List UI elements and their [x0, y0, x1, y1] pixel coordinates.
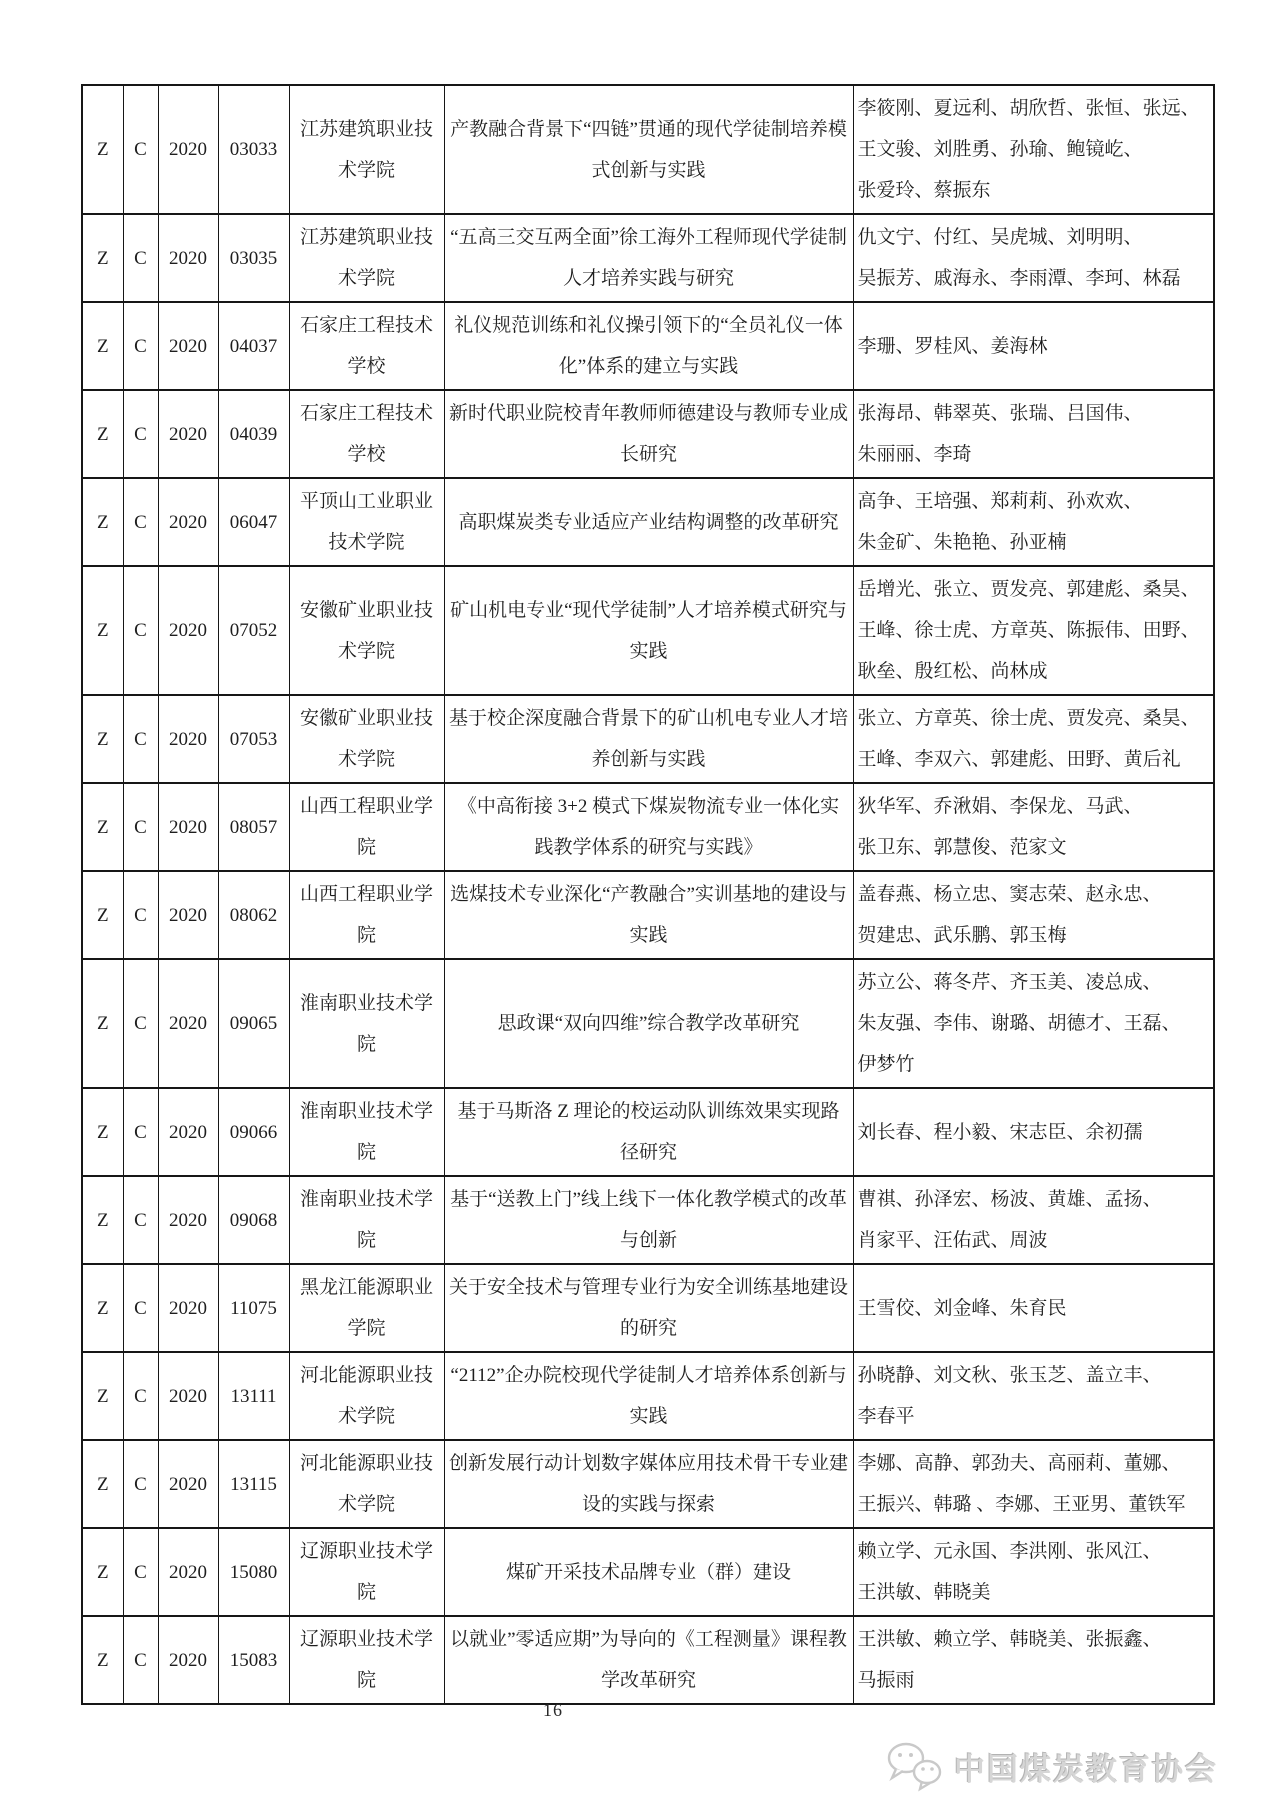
participants-cell [853, 85, 1214, 214]
participant-name: 高丽莉、 [1047, 1453, 1124, 1474]
project-code-cell: 15083 [218, 1616, 289, 1704]
participant-name: 胡欣哲、 [1009, 98, 1086, 119]
participant-name: 徐士虎、 [914, 620, 991, 641]
participant-name: 李保龙、 [1009, 796, 1086, 817]
participant-name: 王雪佼、 [857, 1297, 934, 1319]
category-code-cell: C [123, 85, 158, 214]
participant-name: 李娜、 [995, 1494, 1053, 1515]
participant-name: 李珂、 [1085, 268, 1143, 289]
participant-name: 盖立丰、 [1085, 1365, 1162, 1386]
participant-name: 付红、 [933, 227, 991, 248]
participant-name: 汪佑武、 [933, 1230, 1010, 1251]
type-code-cell: Z [82, 871, 123, 959]
participant-name: 孙泽宏、 [914, 1189, 991, 1210]
page-number: 16 [543, 1700, 563, 1720]
year-cell: 2020 [158, 1440, 218, 1528]
participant-name: 韩晓美、 [1009, 1629, 1086, 1650]
participants-cell [853, 1264, 1214, 1352]
project-title-cell: 基于“送教上门”线上线下一体化教学模式的改革与创新 [444, 1176, 853, 1264]
participant-name: 曹祺、 [857, 1189, 915, 1210]
participant-name: 孙瑜、 [1009, 139, 1067, 160]
category-code-cell: C [123, 783, 158, 871]
project-title-cell: 新时代职业院校青年教师师德建设与教师专业成长研究 [444, 390, 853, 478]
projects-table [81, 84, 1215, 1705]
category-code-cell: C [123, 871, 158, 959]
project-code-cell: 04039 [218, 390, 289, 478]
participant-name: 武乐鹏、 [933, 925, 1010, 946]
participant-name: 董娜、 [1123, 1453, 1181, 1474]
category-code-cell: C [123, 390, 158, 478]
project-title-cell: 《中高衔接 3+2 模式下煤炭物流专业一体化实践教学体系的研究与实践》 [444, 783, 853, 871]
participant-name: 朱金矿、 [857, 532, 934, 553]
project-code-cell: 08057 [218, 783, 289, 871]
participant-name: 李琦 [933, 444, 972, 465]
participant-name: 仇文宁、 [857, 227, 934, 248]
year-cell: 2020 [158, 1176, 218, 1264]
participant-name: 吴虎城、 [990, 227, 1067, 248]
category-code-cell: C [123, 1264, 158, 1352]
participant-name: 郭建彪、 [990, 749, 1067, 770]
year-cell: 2020 [158, 390, 218, 478]
participant-name: 蒋冬芹、 [933, 972, 1010, 993]
participants-cell [853, 302, 1214, 390]
project-title-cell: 产教融合背景下“四链”贯通的现代学徒制培养模式创新与实践 [444, 85, 853, 214]
table-row [82, 783, 1214, 871]
year-cell: 2020 [158, 1088, 218, 1176]
table-row [82, 1264, 1214, 1352]
participant-name: 吴振芳、 [857, 268, 934, 289]
participants-cell [853, 1440, 1214, 1528]
category-code-cell: C [123, 1088, 158, 1176]
category-code-cell: C [123, 1176, 158, 1264]
participant-name: 戚海永、 [933, 268, 1010, 289]
institution-cell: 黑龙江能源职业学院 [289, 1264, 444, 1352]
participant-name: 姜海林 [990, 335, 1048, 357]
participants-cell [853, 1352, 1214, 1440]
project-title-cell: 创新发展行动计划数字媒体应用技术骨干专业建设的实践与探索 [444, 1440, 853, 1528]
participant-name: 范家文 [1009, 837, 1067, 858]
participant-name: 朱丽丽、 [857, 444, 934, 465]
participant-name: 方章英、 [990, 620, 1067, 641]
participant-name: 王培强、 [914, 491, 991, 512]
type-code-cell: Z [82, 214, 123, 302]
year-cell: 2020 [158, 871, 218, 959]
participant-name: 赖立学、 [933, 1629, 1010, 1650]
participant-name: 罗桂风、 [914, 335, 991, 357]
participants-cell [853, 959, 1214, 1088]
participant-name: 耿垒、 [857, 661, 915, 682]
participant-name: 贾发亮、 [990, 579, 1067, 600]
participant-name: 程小毅、 [933, 1121, 1010, 1143]
participant-name: 林磊 [1142, 268, 1181, 289]
table-row [82, 959, 1214, 1088]
type-code-cell: Z [82, 695, 123, 783]
type-code-cell: Z [82, 390, 123, 478]
participant-name: 王磊、 [1123, 1013, 1181, 1034]
participant-name: 王亚男、 [1052, 1494, 1129, 1515]
participant-name: 郭建彪、 [1066, 579, 1143, 600]
type-code-cell: Z [82, 1528, 123, 1616]
participant-name: 苏立公、 [857, 972, 934, 993]
participant-name: 赵永忠、 [1085, 884, 1162, 905]
category-code-cell: C [123, 1440, 158, 1528]
year-cell: 2020 [158, 1352, 218, 1440]
participant-name: 韩璐 、 [933, 1494, 996, 1515]
participant-name: 刘明明、 [1066, 227, 1143, 248]
project-code-cell: 13115 [218, 1440, 289, 1528]
participant-name: 夏远利、 [933, 98, 1010, 119]
participant-name: 田野、 [1066, 749, 1124, 770]
wechat-bubbles-icon [884, 1740, 946, 1792]
projects-table-body [82, 85, 1214, 1704]
participant-name: 尚林成 [990, 661, 1048, 682]
participant-name: 赖立学、 [857, 1541, 934, 1562]
type-code-cell: Z [82, 959, 123, 1088]
category-code-cell: C [123, 1616, 158, 1704]
institution-cell: 辽源职业技术学院 [289, 1616, 444, 1704]
category-code-cell: C [123, 959, 158, 1088]
project-title-cell: 煤矿开采技术品牌专业（群）建设 [444, 1528, 853, 1616]
participant-name: 张爱玲、 [857, 180, 934, 201]
participants-cell [853, 478, 1214, 566]
participant-name: 张海昂、 [857, 403, 934, 424]
participant-name: 李筱刚、 [857, 98, 934, 119]
participant-name: 孙晓静、 [857, 1365, 934, 1386]
project-code-cell: 15080 [218, 1528, 289, 1616]
participant-name: 贺建忠、 [857, 925, 934, 946]
participant-name: 李娜、 [857, 1453, 915, 1474]
participant-name: 刘长春、 [857, 1121, 934, 1143]
institution-cell: 淮南职业技术学院 [289, 1088, 444, 1176]
participant-name: 胡德才、 [1047, 1013, 1124, 1034]
table-row [82, 1616, 1214, 1704]
participant-name: 高静、 [914, 1453, 972, 1474]
category-code-cell: C [123, 302, 158, 390]
participant-name: 黄后礼 [1123, 749, 1181, 770]
participant-name: 刘金峰、 [933, 1297, 1010, 1319]
participant-name: 蔡振东 [933, 180, 991, 201]
participant-name: 郭玉梅 [1009, 925, 1067, 946]
participant-name: 孙亚楠 [1009, 532, 1067, 553]
participant-name: 殷红松、 [914, 661, 991, 682]
year-cell: 2020 [158, 566, 218, 695]
participants-cell [853, 214, 1214, 302]
participant-name: 李珊、 [857, 335, 915, 357]
participants-cell [853, 566, 1214, 695]
category-code-cell: C [123, 695, 158, 783]
participant-name: 黄雄、 [1047, 1189, 1105, 1210]
institution-cell: 石家庄工程技术学校 [289, 390, 444, 478]
table-row [82, 1088, 1214, 1176]
participant-name: 朱友强、 [857, 1013, 934, 1034]
participants-cell [853, 695, 1214, 783]
institution-cell: 安徽矿业职业技术学院 [289, 695, 444, 783]
project-title-cell: 基于校企深度融合背景下的矿山机电专业人才培养创新与实践 [444, 695, 853, 783]
table-row [82, 695, 1214, 783]
participant-name: 杨波、 [990, 1189, 1048, 1210]
project-title-cell: 选煤技术专业深化“产教融合”实训基地的建设与实践 [444, 871, 853, 959]
participant-name: 肖家平、 [857, 1230, 934, 1251]
project-code-cell: 09066 [218, 1088, 289, 1176]
type-code-cell: Z [82, 1088, 123, 1176]
participant-name: 伊梦竹 [857, 1054, 915, 1075]
year-cell: 2020 [158, 1528, 218, 1616]
participant-name: 王洪敏、 [857, 1629, 934, 1650]
participant-name: 刘文秋、 [933, 1365, 1010, 1386]
project-code-cell: 03035 [218, 214, 289, 302]
project-title-cell: 礼仪规范训练和礼仪操引领下的“全员礼仪一体化”体系的建立与实践 [444, 302, 853, 390]
participant-name: 郭慧俊、 [933, 837, 1010, 858]
participant-name: 孙欢欢、 [1066, 491, 1143, 512]
participant-name: 张风江、 [1085, 1541, 1162, 1562]
year-cell: 2020 [158, 695, 218, 783]
table-row [82, 85, 1214, 214]
institution-cell: 江苏建筑职业技术学院 [289, 85, 444, 214]
table-row [82, 1440, 1214, 1528]
project-title-cell: “五高三交互两全面”徐工海外工程师现代学徒制人才培养实践与研究 [444, 214, 853, 302]
institution-cell: 淮南职业技术学院 [289, 959, 444, 1088]
type-code-cell: Z [82, 478, 123, 566]
participant-name: 乔湫娟、 [933, 796, 1010, 817]
table-row [82, 478, 1214, 566]
participant-name: 韩翠英、 [933, 403, 1010, 424]
participant-name: 桑昊、 [1142, 708, 1200, 729]
project-title-cell: 以就业”零适应期”为导向的《工程测量》课程教学改革研究 [444, 1616, 853, 1704]
project-code-cell: 04037 [218, 302, 289, 390]
year-cell: 2020 [158, 1264, 218, 1352]
participant-name: 王文骏、 [857, 139, 934, 160]
project-title-cell: 关于安全技术与管理专业行为安全训练基地建设的研究 [444, 1264, 853, 1352]
participants-cell [853, 1088, 1214, 1176]
participant-name: 桑昊、 [1142, 579, 1200, 600]
participant-name: 齐玉美、 [1009, 972, 1086, 993]
participant-name: 张振鑫、 [1085, 1629, 1162, 1650]
participant-name: 元永国、 [933, 1541, 1010, 1562]
participants-cell [853, 1528, 1214, 1616]
participant-name: 贾发亮、 [1066, 708, 1143, 729]
participant-name: 吕国伟、 [1066, 403, 1143, 424]
project-code-cell: 06047 [218, 478, 289, 566]
participant-name: 窦志荣、 [1009, 884, 1086, 905]
participant-name: 郑莉莉、 [990, 491, 1067, 512]
type-code-cell: Z [82, 302, 123, 390]
project-title-cell: 思政课“双向四维”综合教学改革研究 [444, 959, 853, 1088]
participant-name: 马武、 [1085, 796, 1143, 817]
year-cell: 2020 [158, 959, 218, 1088]
project-title-cell: “2112”企办院校现代学徒制人才培养体系创新与实践 [444, 1352, 853, 1440]
participant-name: 韩晓美 [933, 1582, 991, 1603]
type-code-cell: Z [82, 1440, 123, 1528]
participant-name: 王洪敏、 [857, 1582, 934, 1603]
table-row [82, 566, 1214, 695]
participant-name: 董铁军 [1128, 1494, 1186, 1515]
institution-cell: 江苏建筑职业技术学院 [289, 214, 444, 302]
participant-name: 朱艳艳、 [933, 532, 1010, 553]
category-code-cell: C [123, 1352, 158, 1440]
institution-cell: 山西工程职业学院 [289, 783, 444, 871]
institution-cell: 辽源职业技术学院 [289, 1528, 444, 1616]
project-code-cell: 07053 [218, 695, 289, 783]
participant-name: 鲍镜屹、 [1066, 139, 1143, 160]
year-cell: 2020 [158, 214, 218, 302]
participant-name: 李春平 [857, 1406, 915, 1427]
participants-cell [853, 1176, 1214, 1264]
table-row [82, 1528, 1214, 1616]
participant-name: 田野、 [1142, 620, 1200, 641]
participants-cell [853, 783, 1214, 871]
type-code-cell: Z [82, 1616, 123, 1704]
participant-name: 宋志臣、 [1009, 1121, 1086, 1143]
type-code-cell: Z [82, 1176, 123, 1264]
category-code-cell: C [123, 566, 158, 695]
participant-name: 凌总成、 [1085, 972, 1162, 993]
type-code-cell: Z [82, 1264, 123, 1352]
participants-cell [853, 390, 1214, 478]
year-cell: 2020 [158, 783, 218, 871]
table-row [82, 214, 1214, 302]
watermark-text: 中国煤炭教育协会 [954, 1751, 1218, 1787]
type-code-cell: Z [82, 85, 123, 214]
participant-name: 狄华军、 [857, 796, 934, 817]
participant-name: 李双六、 [914, 749, 991, 770]
project-code-cell: 08062 [218, 871, 289, 959]
watermark [884, 1740, 1218, 1792]
participant-name: 王峰、 [857, 620, 915, 641]
participant-name: 孟扬、 [1104, 1189, 1162, 1210]
category-code-cell: C [123, 214, 158, 302]
participant-name: 张瑞、 [1009, 403, 1067, 424]
table-row [82, 302, 1214, 390]
project-code-cell: 13111 [218, 1352, 289, 1440]
project-code-cell: 11075 [218, 1264, 289, 1352]
institution-cell: 河北能源职业技术学院 [289, 1352, 444, 1440]
participant-name: 李洪刚、 [1009, 1541, 1086, 1562]
table-row [82, 390, 1214, 478]
institution-cell: 石家庄工程技术学校 [289, 302, 444, 390]
participant-name: 张卫东、 [857, 837, 934, 858]
participant-name: 徐士虎、 [990, 708, 1067, 729]
participant-name: 李雨潭、 [1009, 268, 1086, 289]
project-code-cell: 09068 [218, 1176, 289, 1264]
table-row [82, 1176, 1214, 1264]
year-cell: 2020 [158, 478, 218, 566]
participant-name: 刘胜勇、 [933, 139, 1010, 160]
type-code-cell: Z [82, 1352, 123, 1440]
participant-name: 张立、 [933, 579, 991, 600]
year-cell: 2020 [158, 302, 218, 390]
participant-name: 余初孺 [1085, 1121, 1143, 1143]
participant-name: 谢璐、 [990, 1013, 1048, 1034]
participant-name: 岳增光、 [857, 579, 934, 600]
participant-name: 高争、 [857, 491, 915, 512]
participant-name: 张立、 [857, 708, 915, 729]
participant-name: 朱育民 [1009, 1297, 1067, 1319]
category-code-cell: C [123, 1528, 158, 1616]
participant-name: 张恒、 [1085, 98, 1143, 119]
participant-name: 张远、 [1142, 98, 1200, 119]
participant-name: 张玉芝、 [1009, 1365, 1086, 1386]
participant-name: 王振兴、 [857, 1494, 934, 1515]
participant-name: 杨立忠、 [933, 884, 1010, 905]
institution-cell: 山西工程职业学院 [289, 871, 444, 959]
year-cell: 2020 [158, 1616, 218, 1704]
institution-cell: 平顶山工业职业技术学院 [289, 478, 444, 566]
institution-cell: 河北能源职业技术学院 [289, 1440, 444, 1528]
participant-name: 盖春燕、 [857, 884, 934, 905]
participant-name: 周波 [1009, 1230, 1048, 1251]
type-code-cell: Z [82, 783, 123, 871]
participant-name: 陈振伟、 [1066, 620, 1143, 641]
participant-name: 王峰、 [857, 749, 915, 770]
participant-name: 李伟、 [933, 1013, 991, 1034]
year-cell: 2020 [158, 85, 218, 214]
table-row [82, 1352, 1214, 1440]
project-title-cell: 矿山机电专业“现代学徒制”人才培养模式研究与实践 [444, 566, 853, 695]
participant-name: 马振雨 [857, 1670, 915, 1691]
participants-cell [853, 871, 1214, 959]
participants-cell [853, 1616, 1214, 1704]
institution-cell: 安徽矿业职业技术学院 [289, 566, 444, 695]
project-code-cell: 07052 [218, 566, 289, 695]
project-title-cell: 基于马斯洛 Z 理论的校运动队训练效果实现路径研究 [444, 1088, 853, 1176]
participant-name: 郭劲夫、 [971, 1453, 1048, 1474]
institution-cell: 淮南职业技术学院 [289, 1176, 444, 1264]
table-row [82, 871, 1214, 959]
project-code-cell: 09065 [218, 959, 289, 1088]
type-code-cell: Z [82, 566, 123, 695]
category-code-cell: C [123, 478, 158, 566]
project-code-cell: 03033 [218, 85, 289, 214]
participant-name: 方章英、 [914, 708, 991, 729]
project-title-cell: 高职煤炭类专业适应产业结构调整的改革研究 [444, 478, 853, 566]
